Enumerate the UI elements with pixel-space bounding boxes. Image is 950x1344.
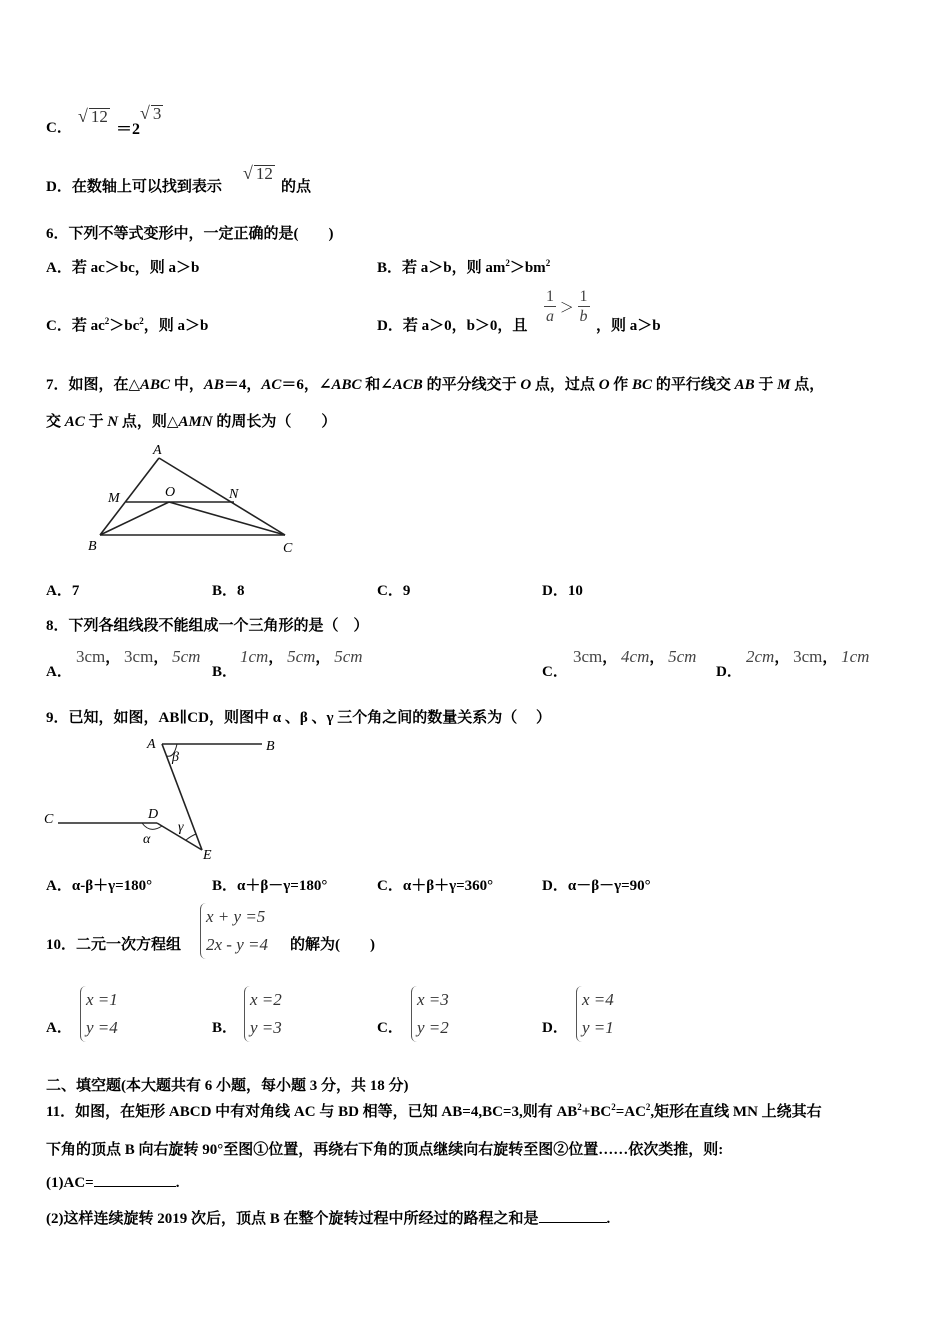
text: =AC	[615, 1104, 646, 1120]
angle-gamma-arc	[186, 834, 196, 840]
q8-stem: 8．下列各组线段不能组成一个三角形的是（ ）	[46, 618, 369, 634]
q10-equation-system	[200, 903, 268, 959]
text: 于	[84, 414, 108, 430]
equation-brace	[200, 903, 268, 959]
q9-option-c: C．α＋β＋γ=360°	[377, 878, 494, 894]
equation-brace	[244, 986, 282, 1042]
fraction	[578, 288, 590, 327]
q9-option-d: D．α－β－γ=90°	[542, 878, 651, 894]
q10-option-c-system	[411, 986, 449, 1042]
separator: ，	[774, 650, 790, 666]
radicand: 12	[255, 164, 273, 183]
length: 3cm	[573, 647, 603, 666]
q9-option-b: B．α＋β－γ=180°	[212, 878, 328, 894]
q10-option-c-label: C．	[377, 1020, 403, 1036]
label-beta: β	[172, 750, 179, 765]
length: 1cm	[240, 647, 269, 666]
text: BC	[632, 377, 653, 393]
q6-stem: 6．下列不等式变形中，一定正确的是( )	[46, 226, 334, 242]
length: 3cm	[793, 647, 823, 666]
text: 和∠	[361, 377, 393, 393]
equation: y =4	[86, 1018, 118, 1037]
q10-option-a-system	[80, 986, 118, 1042]
q5-option-c	[46, 116, 72, 137]
label-a: A	[153, 443, 162, 458]
q8-option-a-label: A．	[46, 664, 72, 680]
q6-option-c	[46, 314, 208, 335]
radicand: 3	[152, 104, 162, 123]
option-label: C．	[46, 120, 72, 136]
label-b: B	[88, 539, 97, 554]
label-b: B	[266, 739, 275, 754]
text: M	[777, 377, 791, 393]
q8-option-b-values	[240, 646, 363, 667]
length: 2cm	[746, 647, 775, 666]
segment-bo	[100, 502, 169, 535]
equation: x =1	[86, 990, 118, 1009]
separator: ，	[822, 650, 838, 666]
q9-option-a: A．α-β＋γ=180°	[46, 878, 153, 894]
text: (1)AC=	[46, 1175, 94, 1191]
fraction	[544, 288, 556, 327]
q8-option-b-label: B．	[212, 664, 238, 680]
text: ＝4，	[223, 377, 262, 393]
side-ac	[159, 458, 285, 535]
label-d: D	[148, 807, 159, 822]
text: ABC	[140, 377, 171, 393]
equation: x =2	[250, 990, 282, 1009]
label-a: A	[147, 737, 156, 752]
text: 的平行线交	[652, 377, 735, 393]
separator: ，	[105, 650, 121, 666]
section-title: 二、填空题(本大题共有 6 小题，每小题 3 分，共 18 分)	[46, 1078, 409, 1094]
text: ＝6，∠	[281, 377, 332, 393]
separator: ，	[153, 650, 169, 666]
q7-option-c: C．9	[377, 583, 411, 599]
q8-option-d-values	[746, 646, 869, 667]
length: 3cm	[76, 647, 106, 666]
q7-option-d: D．10	[542, 583, 583, 599]
text: 中，	[170, 377, 204, 393]
option-label: D．	[46, 179, 72, 195]
sqrt-icon: √	[78, 106, 88, 126]
q7-triangle-figure	[80, 438, 310, 563]
q5-option-d-tail: 的点	[281, 179, 312, 195]
label-gamma: γ	[178, 820, 184, 835]
label-n: N	[229, 487, 239, 502]
text: (2)这样连续旋转 2019 次后，顶点 B 在整个旋转过程中所经过的路程之和是	[46, 1211, 539, 1227]
sqrt-icon: √	[243, 163, 253, 183]
separator: ，	[268, 650, 284, 666]
text: AB	[734, 377, 755, 393]
q10-option-b-label: B．	[212, 1020, 238, 1036]
radicand: 12	[90, 107, 108, 126]
length: 5cm	[668, 647, 697, 666]
length: 4cm	[621, 647, 650, 666]
equation: x + y =5	[206, 907, 266, 926]
text: AC	[261, 377, 282, 393]
greater-than: ＞	[559, 301, 574, 317]
text: 的平分线交于	[422, 377, 521, 393]
numerator: 1	[546, 288, 554, 305]
option-text: ＞bc	[109, 318, 140, 334]
text: 于	[754, 377, 778, 393]
equals-two: ＝2	[116, 121, 141, 138]
q7-option-b: B．8	[212, 583, 245, 599]
option-text: ＞bm	[509, 260, 546, 276]
superscript: 2	[611, 1102, 616, 1112]
option-text: C．若 ac	[46, 318, 105, 334]
text: +BC	[581, 1104, 612, 1120]
q9-parallel-lines-figure	[40, 732, 290, 864]
text: 点，过点	[531, 377, 599, 393]
segment-co	[169, 502, 285, 535]
denominator: a	[546, 308, 554, 325]
answer-blank[interactable]	[539, 1208, 607, 1223]
text: ,矩形在直线 MN 上绕其右	[650, 1104, 822, 1120]
text: ACB	[392, 377, 423, 393]
text: 点，	[790, 377, 825, 393]
q11-line3	[46, 1172, 179, 1192]
equation-brace	[576, 986, 614, 1042]
q7-stem-line2	[46, 410, 336, 431]
option-text: B．若 a＞b，则 am	[377, 260, 506, 276]
length: 1cm	[841, 647, 870, 666]
text: AMN	[178, 414, 213, 430]
q10-option-d-label: D．	[542, 1020, 568, 1036]
text: AC	[64, 414, 85, 430]
q5-option-c-math-2	[140, 103, 163, 124]
text: 的周长为（ ）	[212, 414, 337, 430]
equation: y =3	[250, 1018, 282, 1037]
equation: y =1	[582, 1018, 614, 1037]
q5-option-d-math	[243, 163, 275, 184]
label-alpha: α	[143, 832, 151, 847]
equation: y =2	[417, 1018, 449, 1037]
length: 5cm	[172, 647, 201, 666]
text: O	[598, 377, 610, 393]
text: 11．如图，在矩形 ABCD 中有对角线 AC 与 BD 相等，已知 AB=4,BC=3,则有 AB	[46, 1104, 578, 1120]
label-o: O	[165, 485, 176, 500]
q8-option-d-label: D．	[716, 664, 742, 680]
text: 交	[46, 414, 65, 430]
separator: ，	[602, 650, 618, 666]
equation: 2x - y =4	[206, 935, 268, 954]
q6-option-d-tail: ，则 a＞b	[596, 318, 661, 334]
answer-blank[interactable]	[94, 1172, 176, 1187]
q9-stem: 9．已知，如图，AB∥CD，则图中 α 、β 、γ 三个角之间的数量关系为（ ）	[46, 710, 551, 726]
q8-option-c-values	[573, 646, 696, 667]
q10-option-b-system	[244, 986, 282, 1042]
q6-option-d: D．若 a＞0，b＞0，且	[377, 318, 528, 334]
q6-option-b	[377, 256, 550, 277]
text: 点，则△	[118, 414, 179, 430]
sqrt-icon: √	[140, 103, 150, 123]
superscript: 2	[104, 316, 110, 326]
q10-option-d-system	[576, 986, 614, 1042]
label-c: C	[44, 812, 54, 827]
length: 5cm	[334, 647, 363, 666]
text: .	[606, 1211, 611, 1227]
q11-line2: 下角的顶点 B 向右旋转 90°至图①位置，再绕右下角的顶点继续向右旋转至图②位置……依次类推，则:	[46, 1142, 724, 1158]
option-text: ，则 a＞b	[143, 318, 209, 334]
q7-option-a: A．7	[46, 583, 80, 599]
superscript: 2	[505, 258, 510, 268]
q6-option-a: A．若 ac＞bc，则 a＞b	[46, 260, 200, 276]
equation: x =3	[417, 990, 449, 1009]
equation-brace	[411, 986, 449, 1042]
q5-option-d	[46, 175, 222, 196]
text: .	[175, 1175, 180, 1191]
length: 5cm	[287, 647, 316, 666]
label-e: E	[203, 848, 212, 863]
superscript: 2	[545, 258, 551, 268]
q8-option-c-label: C．	[542, 664, 568, 680]
superscript: 2	[645, 1102, 651, 1112]
equation-brace	[80, 986, 118, 1042]
q10-stem: 10．二元一次方程组	[46, 937, 182, 953]
text: ABC	[331, 377, 362, 393]
q8-option-a-values	[76, 646, 200, 667]
q11-line4	[46, 1207, 610, 1228]
label-c: C	[283, 541, 293, 556]
text: 7．如图，在△	[46, 377, 141, 393]
q5-option-c-math	[78, 106, 110, 127]
separator: ，	[315, 650, 331, 666]
text: 作	[609, 377, 633, 393]
label-m: M	[108, 491, 120, 506]
q6-option-d-fractions	[544, 288, 590, 327]
text: AB	[203, 377, 224, 393]
option-text: 在数轴上可以找到表示	[71, 179, 222, 195]
numerator: 1	[579, 288, 588, 305]
q10-stem-tail: 的解为( )	[290, 937, 375, 953]
superscript: 2	[139, 316, 144, 326]
denominator: b	[579, 308, 588, 325]
separator: ，	[649, 650, 665, 666]
length: 3cm	[124, 647, 154, 666]
superscript: 2	[577, 1102, 582, 1112]
text: O	[520, 377, 532, 393]
q11-line1	[46, 1100, 822, 1121]
text: N	[107, 414, 119, 430]
q10-option-a-label: A．	[46, 1020, 72, 1036]
q7-stem-line1	[46, 373, 824, 394]
equation: x =4	[582, 990, 614, 1009]
